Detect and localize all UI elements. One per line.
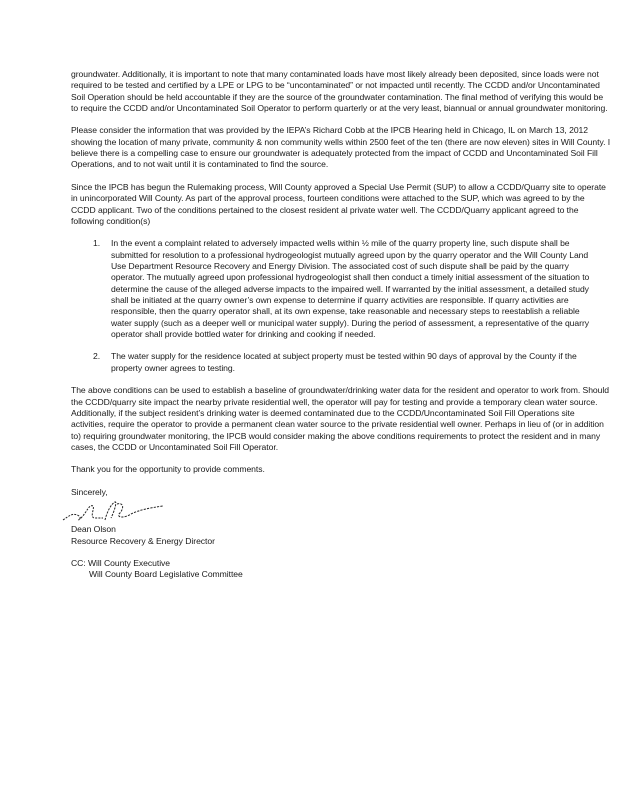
thank-you-line: Thank you for the opportunity to provide comments. (71, 464, 265, 475)
body-paragraph: The above conditions can be used to establish a baseline of groundwater/drinking water data for the resident and operator to work from. Should the CCDD/quarry site impact the nearby private residential well, the operator will pay for testing and provide a temporary clean water source. Additionally, if the subject resident’s drinking water is deemed contaminated due to the CCDD/Uncontaminated Soil Fill Operations site activities, require the operator to provide a permanent clean water source to the private residential well owner. Perhaps in lieu of (or in addition to) requiring groundwater monitoring, the IPCB would consider making the above conditions requirements to protect the resident and in many cases, the CCDD or Uncontaminated Soil Fill Operator. (71, 385, 609, 452)
body-paragraph: Please consider the information that was provided by the IEPA’s Richard Cobb at the IPCB Hearing held in Chicago, IL on March 13, 2012 showing the location of many private, community & non community wells within 2500 feet of the ten (there are now eleven) sites in Will County. I believe there is a compelling case to ensure our groundwater is adequately protected from the impact of CCDD and Uncontaminated Soil Fill Operations, and to not wait until it is contaminated to find the source. (71, 125, 611, 170)
signer-title: Resource Recovery & Energy Director (71, 535, 215, 546)
condition-item (71, 238, 601, 340)
cc-line: CC: Will County Executive (71, 558, 171, 569)
body-paragraph: groundwater. Additionally, it is important to note that many contaminated loads have most likely already been deposited, since loads were not required to be tested and certified by a LPE or LPG to be “uncontaminated” or not impacted until recently. The CCDD and/or Uncontaminated Soil Operation should be held accountable if they are the source of the groundwater contamination. The final method of verifying this would be to require the CCDD and/or Uncontaminated Soil Operator to perform quarterly or at the very least, biannual or annual groundwater monitoring. (71, 69, 608, 113)
condition-number: 1. (93, 238, 101, 249)
signature-icon (59, 498, 179, 526)
conditions-list (71, 238, 611, 374)
signer-name: Dean Olson (71, 524, 116, 535)
letter-page (71, 69, 611, 581)
condition-item (71, 351, 601, 374)
cc-line: Will County Board Legislative Committee (89, 569, 243, 580)
condition-text: The water supply for the residence located at subject property must be tested within 90 days of approval by the County if the property owner agrees to testing. (111, 351, 577, 373)
signature-block (71, 487, 611, 581)
handwritten-signature (59, 498, 611, 524)
body-paragraph: Since the IPCB has begun the Rulemaking process, Will County approved a Special Use Permit (SUP) to allow a CCDD/Quarry site to operate in unincorporated Will County. As part of the approval process, fourteen conditions were attached to the SUP, which was agreed to by the CCDD applicant. Two of the conditions pertained to the closest resident al private water well. The CCDD/Quarry applicant agreed to the following condition(s) (71, 181, 606, 226)
condition-text: In the event a complaint related to adversely impacted wells within ½ mile of the quarry property line, such dispute shall be submitted for resolution to a professional hydrogeologist mutually agreed upon by the quarry operator and the Will County Land Use Department Resource Recovery and Energy Division. The associated cost of such dispute shall be paid by the quarry operator. The mutually agreed upon professional hydrogeologist shall then conduct a timely initial assessment of the situation to determine the cause of the alleged adverse impacts to the impaired well. If warranted by the initial assessment, a detailed study shall be initiated at the quarry owner’s own expense to determine if quarry activities are responsible. If quarry activities are responsible, then the quarry operator shall, at its own expense, take reasonable and necessary steps to reestablish a reliable water supply (such as a deeper well or municipal water supply). During the period of assessment, a representative of the quarry operator shall provide bottled water for drinking and cooking if needed. (111, 238, 590, 339)
condition-number: 2. (93, 351, 101, 362)
valediction: Sincerely, (71, 486, 108, 497)
